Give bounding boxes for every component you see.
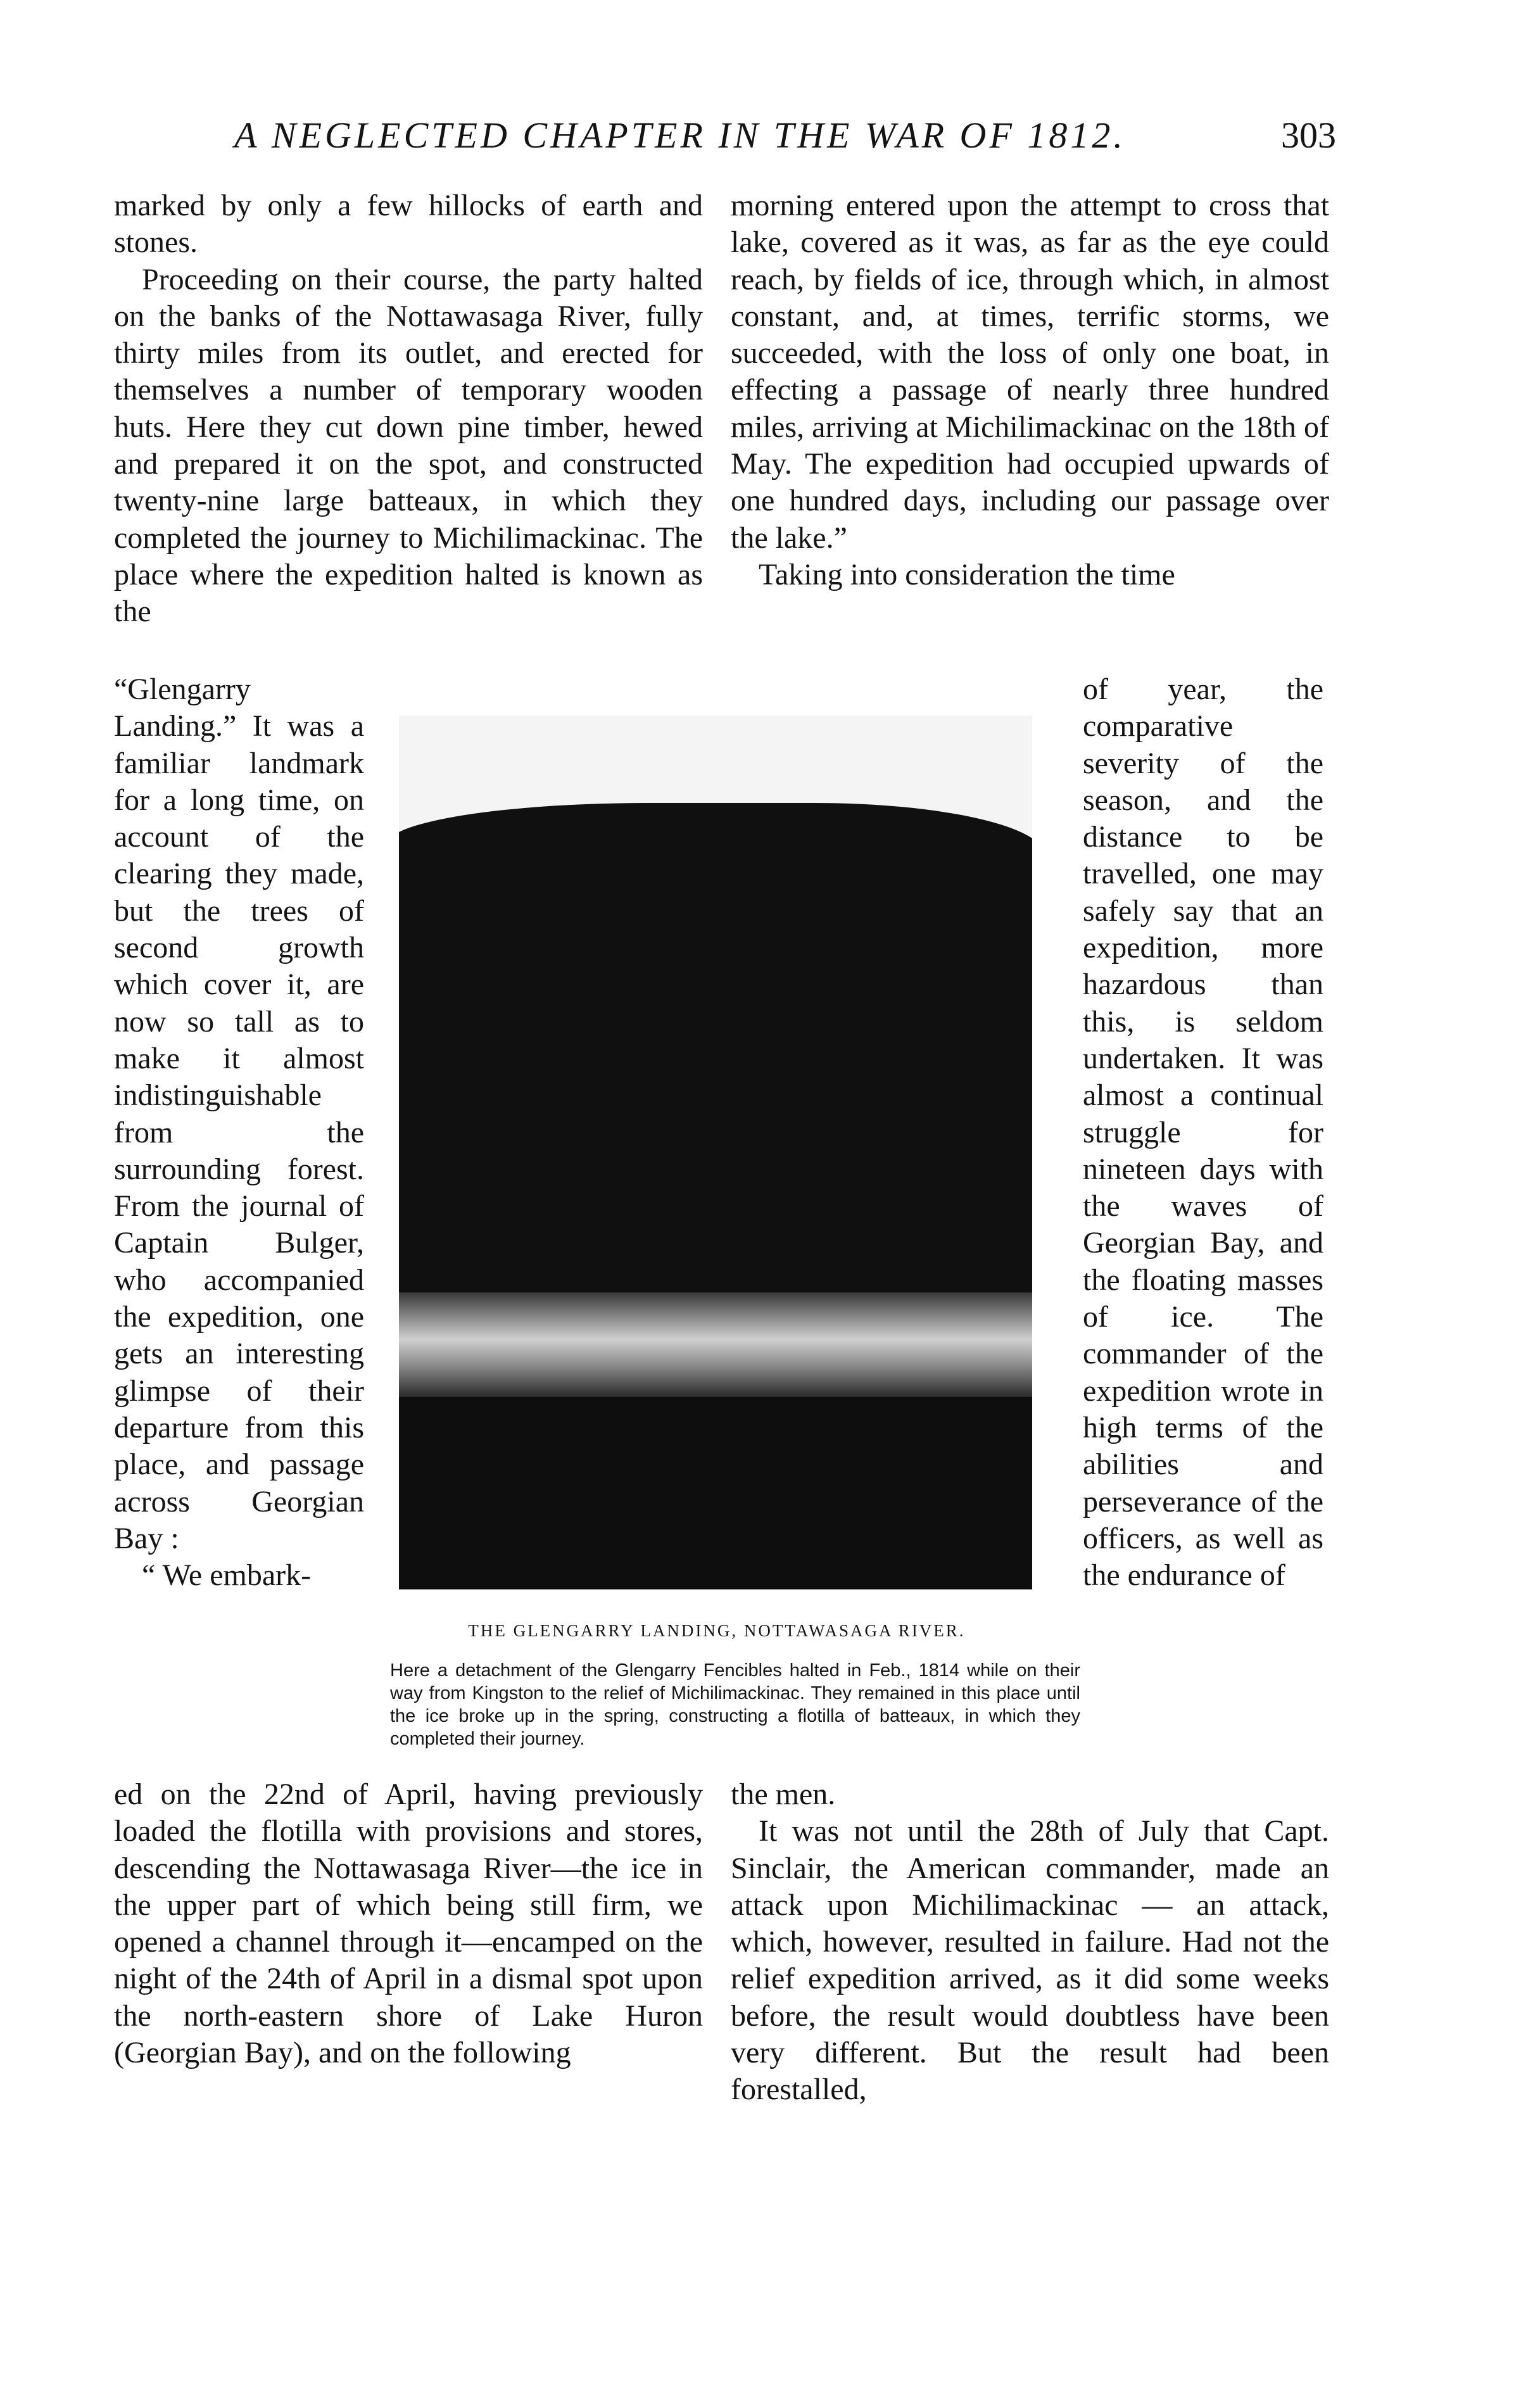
running-header (114, 114, 1336, 171)
photo-figure (391, 712, 1040, 1596)
right-column-top (731, 187, 1329, 593)
landing-photo (399, 716, 1032, 1589)
left-column-top (114, 187, 703, 631)
right-column-bottom (731, 1776, 1329, 2109)
left-paragraph-2: Proceeding on their course, the party halted on the banks of the Nottawasaga River, fully thirty miles from its outlet, and erected for themselves a number of temporary wooden huts. Here they cut down pine timber, hewed and prepared it on the spot, and constructed twenty-nine large batteaux, in which they completed the journey to Michilimackinac. The place where the expedition halted is known as the (114, 262, 703, 629)
right-narrow-text: of year, the comparative severity of the season, and the distance to be travelled, one may safely say that an expedition, more hazardous than this, is seldom undertaken. It was almost a continual struggle for nineteen days with the waves of Georgian Bay, and the floating masses of ice. The commander of the expedition wrote in high terms of the abilities and perseverance of the officers, as well as the endurance of (1083, 673, 1323, 1593)
page-number: 303 (1281, 115, 1336, 156)
right-paragraph-1: morning entered upon the attempt to cross that lake, covered as it was, as far as the eye could reach, by fields of ice, through which, in almost constant, and, at times, terrific storms, we succeeded, with the loss of only one boat, in effecting a passage of nearly three hundred miles, arriving at Michilimackinac on the 18th of May. The expedition had occupied upwards of one hundred days, including our passage over the lake.” (731, 189, 1329, 555)
right-narrow-column (1083, 671, 1323, 1594)
left-column-bottom (114, 1776, 703, 2071)
photo-water (399, 1397, 1032, 1589)
right-paragraph-2: Taking into consideration the time (759, 557, 1175, 591)
left-narrow-text: “Glengarry Landing.” It was a familiar landmark for a long time, on account of the clearing they made, but the trees of second growth which cover it, are now so tall as to make it almost indistinguishable from the surrounding forest. From the journal of Captain Bulger, who accompanied the expedition, one gets an interesting glimpse of their departure from this place, and passage across Georgian Bay : (114, 673, 364, 1555)
running-title: A NEGLECTED CHAPTER IN THE WAR OF 1812. (234, 115, 1126, 156)
left-paragraph-1: marked by only a few hillocks of earth and stones. (114, 189, 703, 260)
right-bottom-paragraph-2: It was not until the 28th of July that Capt. Sinclair, the American commander, made an attack upon Michilimackinac — an attack, which, however, resulted in failure. Had not the relief expedition arrived, as it did some weeks before, the result would doubtless have been very different. But the result had been forestalled, (731, 1814, 1329, 2107)
photo-treeline (399, 803, 1032, 1327)
figure-caption-title: THE GLENGARRY LANDING, NOTTAWASAGA RIVER. (468, 1621, 966, 1640)
photo-river-bank (399, 1292, 1032, 1398)
left-bottom-text: ed on the 22nd of April, having previously loaded the flotilla with provisions and stores, descending the Nottawasaga River—the ice in the upper part of which being still firm, we opened a channel through it—encamped on the night of the 24th of April in a dismal spot upon the north-eastern shore of Lake Huron (Georgian Bay), and on the following (114, 1778, 703, 2070)
right-bottom-paragraph-1: the men. (731, 1778, 836, 1811)
quote-start: “ We embark- (142, 1558, 312, 1593)
figure-caption-body: Here a detachment of the Glengarry Fencibles halted in Feb., 1814 while on their way from Kingston to the relief of Michilimackinac. They remained in this place until the ice broke up in the spring, constructing a flotilla of batteaux, in which they completed their journey. (390, 1660, 1080, 1749)
left-narrow-column (114, 671, 364, 1594)
